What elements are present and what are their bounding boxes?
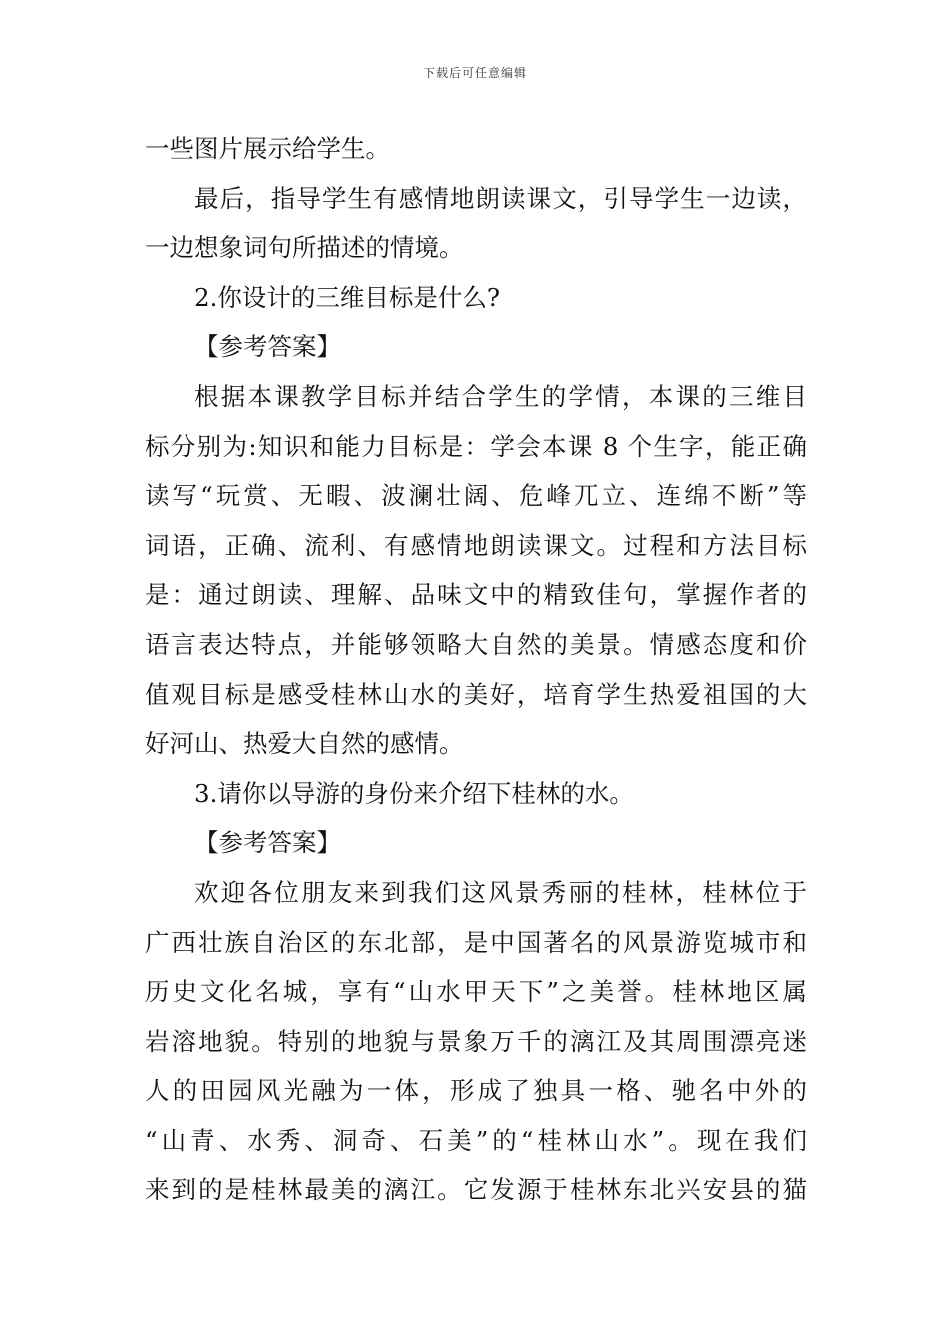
text-line: 欢迎各位朋友来到我们这风景秀丽的桂林，桂林位于 [194, 877, 807, 907]
document-body [145, 124, 807, 1215]
text-line: “山青、水秀、洞奇、石美”的“桂林山水”。现在我们 [145, 1125, 807, 1155]
answer-label: 【参考答案】 [194, 828, 341, 858]
text-line: 读写“玩赏、无暇、波澜壮阔、危峰兀立、连绵不断”等 [145, 481, 807, 511]
text-line: 标分别为:知识和能力目标是：学会本课 8 个生字，能正确 [145, 431, 807, 461]
text-line: 最后，指导学生有感情地朗读课文，引导学生一边读， [194, 183, 807, 213]
text-line: 广西壮族自治区的东北部，是中国著名的风景游览城市和 [145, 927, 807, 957]
text-line: 来到的是桂林最美的漓江。它发源于桂林东北兴安县的猫 [145, 1175, 807, 1205]
text-line: 是：通过朗读、理解、品味文中的精致佳句，掌握作者的 [145, 580, 807, 610]
text-line: 语言表达特点，并能够领略大自然的美景。情感态度和价 [145, 629, 807, 659]
page-header: 下载后可任意编辑 [422, 66, 527, 80]
text-line: 岩溶地貌。特别的地貌与景象万千的漓江及其周围漂亮迷 [145, 1026, 807, 1056]
text-line: 人的田园风光融为一体，形成了独具一格、驰名中外的 [145, 1076, 807, 1106]
question-heading: 2.你设计的三维目标是什么? [194, 282, 501, 312]
text-line: 一边想象词句所描述的情境。 [145, 233, 464, 263]
text-line: 历史文化名城，享有“山水甲天下”之美誉。桂林地区属 [145, 977, 807, 1007]
answer-label: 【参考答案】 [194, 332, 341, 362]
text-line: 根据本课教学目标并结合学生的学情，本课的三维目 [194, 381, 807, 411]
text-line: 值观目标是感受桂林山水的美好，培育学生热爱祖国的大 [145, 679, 807, 709]
text-line: 词语，正确、流利、有感情地朗读课文。过程和方法目标 [145, 530, 807, 560]
text-line: 好河山、热爱大自然的感情。 [145, 729, 464, 759]
text-line: 一些图片展示给学生。 [145, 134, 390, 163]
question-heading: 3.请你以导游的身份来介绍下桂林的水。 [194, 778, 634, 808]
